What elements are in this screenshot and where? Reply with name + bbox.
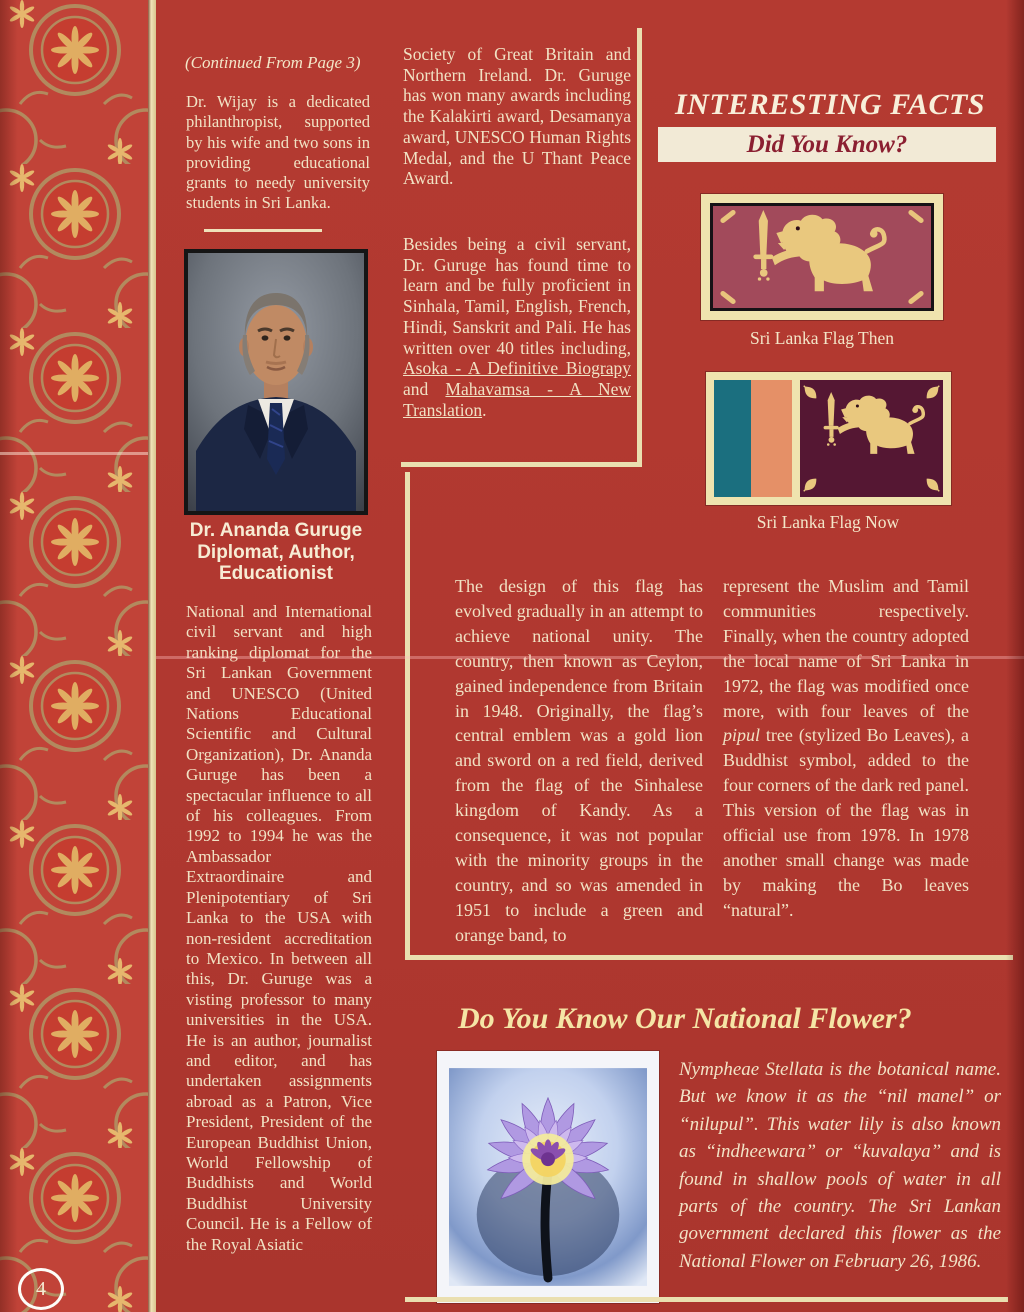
ornamental-border-strip [0,0,148,1312]
flag-article-col2-text: represent the Muslim and Tamil communities respectively. Finally, when the country adopted the local name of Sri Lanka in 1972, the flag was modified once more, with four leaves of the [723,576,969,721]
portrait-caption [176,520,376,585]
book-title-mahavamsa: Mahavamsa - A New Translation [403,378,631,420]
flag-article-column-2 [723,574,969,923]
border-divider-line [148,0,156,1312]
water-lily-photo [437,1051,659,1303]
section-divider-rule [204,229,322,232]
fold-crease-left [0,452,148,455]
intro-paragraph: Dr. Wijay is a dedicated philanthropist, supported by his wife and two sons in providing educational grants to needy university students in Sri Lanka. [186,92,370,213]
book-title-asoka: Asoka - A Definitive Biograpy [403,358,631,379]
portrait-caption-role2: Educationist [218,563,333,584]
page-number-badge: 4 [18,1268,64,1310]
flag-article-col2-rest: tree (stylized Bo Leaves), a Buddhist symbol, added to the four corners of the dark red panel. This version of the flag was in official use from 1978. In 1978 another small change was made by making the Bo leaves “natural”. [723,725,969,920]
titles-text: Besides being a civil servant, Dr. Guruge has found time to learn and be fully proficient in Sinhala, Tamil, English, French, Hindi, Sanskrit and Pali. He has written over 40 titles including, [403,234,631,358]
flag-then-caption: Sri Lanka Flag Then [749,328,895,348]
corner-stroke-icon [907,290,924,305]
did-you-know-banner: Did You Know? [658,127,996,162]
pipul-italic: pipul [723,725,761,746]
titles-period: . [482,399,487,420]
portrait-caption-name: Dr. Ananda Guruge [189,520,363,541]
continued-from-note: (Continued From Page 3) [185,53,361,72]
flag-now-caption: Sri Lanka Flag Now [756,512,900,532]
corner-stroke-icon [907,209,924,224]
national-flower-paragraph: Nympheae Stellata is the botanical name. But we know it as the “nil manel” or “nilupul”. This water lily is also known as “indheewara” or “kuvalaya” and is found in shallow pools of water in all parts of the country. The Sri Lankan government declared this flower as the National Flower on February 26, 1986. [679,1059,1001,1272]
lion-sword-emblem [727,210,907,302]
national-flower-heading: Do You Know Our National Flower? [458,1002,912,1035]
lion-sword-emblem [808,392,936,462]
page-right-edge-shadow [1006,0,1024,1312]
flag-then-field [710,203,934,311]
biography-paragraph: National and International civil servant and high ranking diplomat for the Sri Lankan Government and UNESCO (United Nations Educational Scientific and Cultural Organization), Dr. Ananda Guruge has been a spectacular influence to all of his colleagues. From 1992 to 1994 he was the Ambassador Extraordinaire and Plenipotentiary of Sri Lanka to the USA with non-resident accreditation to Mexico. In between all this, Dr. Guruge was a visting professor to many universities in the USA. He is an author, journalist and editor, and has undertaken assignments abroad as a Patron, Vice President, President of the European Buddhist Union, World Fellowship of Buddhists and World Buddhist University Council. He is a Fellow of the Royal Asiatic [186,602,372,1254]
flag-then-image [701,194,943,320]
portrait-photo [188,253,364,511]
awards-paragraph: Society of Great Britain and Northern Ireland. Dr. Guruge has won many awards including the Kalakirti award, Desamanya award, UNESCO Human Rights Medal, and the U Thant Peace Award. [403,44,631,189]
fold-crease-middle [156,656,1024,659]
flag-article-column-1: The design of this flag has evolved gradually in an attempt to achieve national unity. The country, then known as Ceylon, gained independence from Britain in 1948. Originally, the flag’s central emblem was a gold lion and sword on a red field, derived from the flag of the Sinhalese kingdom of Kandy. As a consequence, it was not popular with the minority groups in the country, and so was amended in 1951 to include a green and orange band, to [455,576,703,945]
titles-paragraph [403,234,631,420]
titles-conjunction: and [403,378,446,399]
portrait-caption-role1: Diplomat, Author, [197,541,355,563]
bottom-section-rule [405,1297,1008,1302]
interesting-facts-title: INTERESTING FACTS [675,88,985,121]
